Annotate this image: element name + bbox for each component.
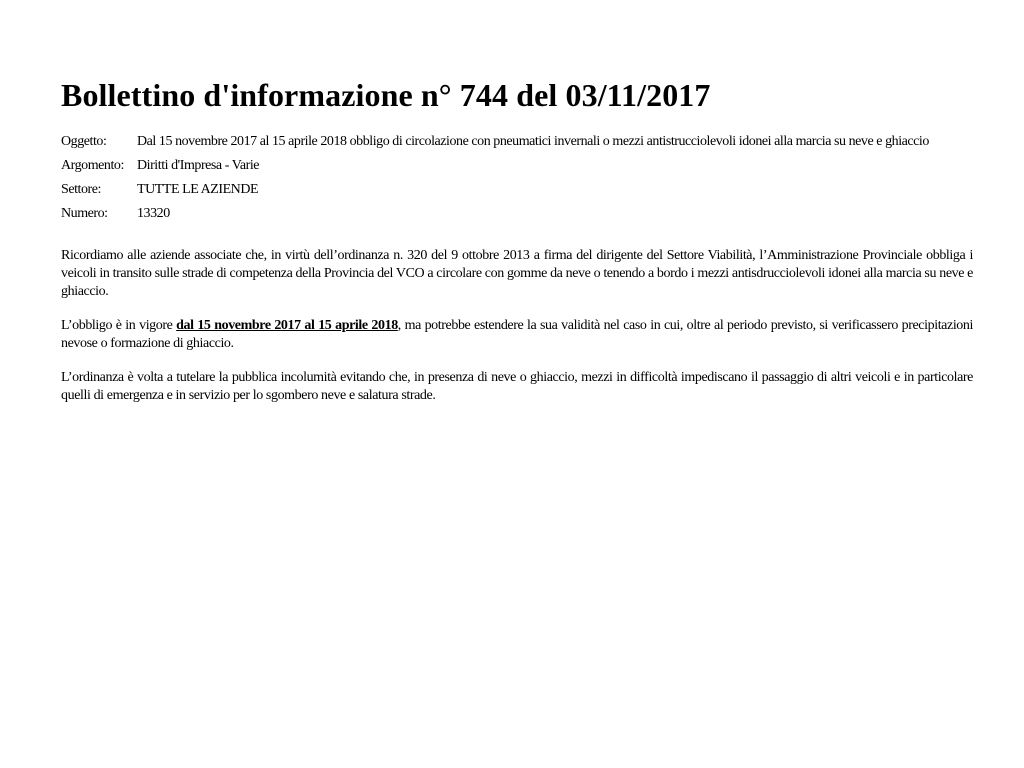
subject-value: Dal 15 novembre 2017 al 15 aprile 2018 obbligo di circolazione con pneumatici invernali o mezzi antistrucciolevoli idonei alla marcia su neve e ghiaccio xyxy=(137,134,929,149)
paragraph-2-intro: L’obbligo è in vigore xyxy=(61,318,177,333)
topic-value: Diritti d'Impresa - Varie xyxy=(137,158,260,173)
page-title: Bollettino d'informazione n° 744 del 03/11/2017 xyxy=(61,77,711,113)
body-paragraph-1: Ricordiamo alle aziende associate che, in virtù dell’ordinanza n. 320 del 9 ottobre 2013 a firma del dirigente del Settore Viabilità, l’Amministrazione Provinciale obbliga i veicoli in transito sulle strade di competenza della Provincia del VCO a circolare con gomme da neve o tenendo a bordo i mezzi antisdrucciolevoli idonei alla marcia su neve e ghiaccio. xyxy=(61,248,973,299)
bulletin-body xyxy=(61,247,973,405)
bulletin-meta-table xyxy=(61,132,972,228)
subject-label: Oggetto: xyxy=(61,134,107,149)
number-label: Numero: xyxy=(61,206,108,221)
meta-row-number xyxy=(61,204,972,228)
topic-label: Argomento: xyxy=(61,158,124,173)
validity-period-highlight: dal 15 novembre 2017 al 15 aprile 2018 xyxy=(176,318,398,333)
sector-value: TUTTE LE AZIENDE xyxy=(137,182,259,197)
paragraph-2-rest: , ma potrebbe estendere la sua validità nel caso in cui, oltre al periodo previsto, si verificassero precipitazioni nevose o formazione di ghiaccio. xyxy=(61,318,973,351)
body-paragraph-2 xyxy=(61,317,973,353)
meta-row-topic xyxy=(61,156,972,180)
meta-row-subject xyxy=(61,132,972,156)
number-value: 13320 xyxy=(137,206,170,221)
body-paragraph-3: L’ordinanza è volta a tutelare la pubblica incolumità evitando che, in presenza di neve o ghiaccio, mezzi in difficoltà impediscano il passaggio di altri veicoli e in particolare quelli di emergenza e in servizio per lo sgombero neve e salatura strade. xyxy=(61,370,973,403)
meta-row-sector xyxy=(61,180,972,204)
sector-label: Settore: xyxy=(61,182,101,197)
